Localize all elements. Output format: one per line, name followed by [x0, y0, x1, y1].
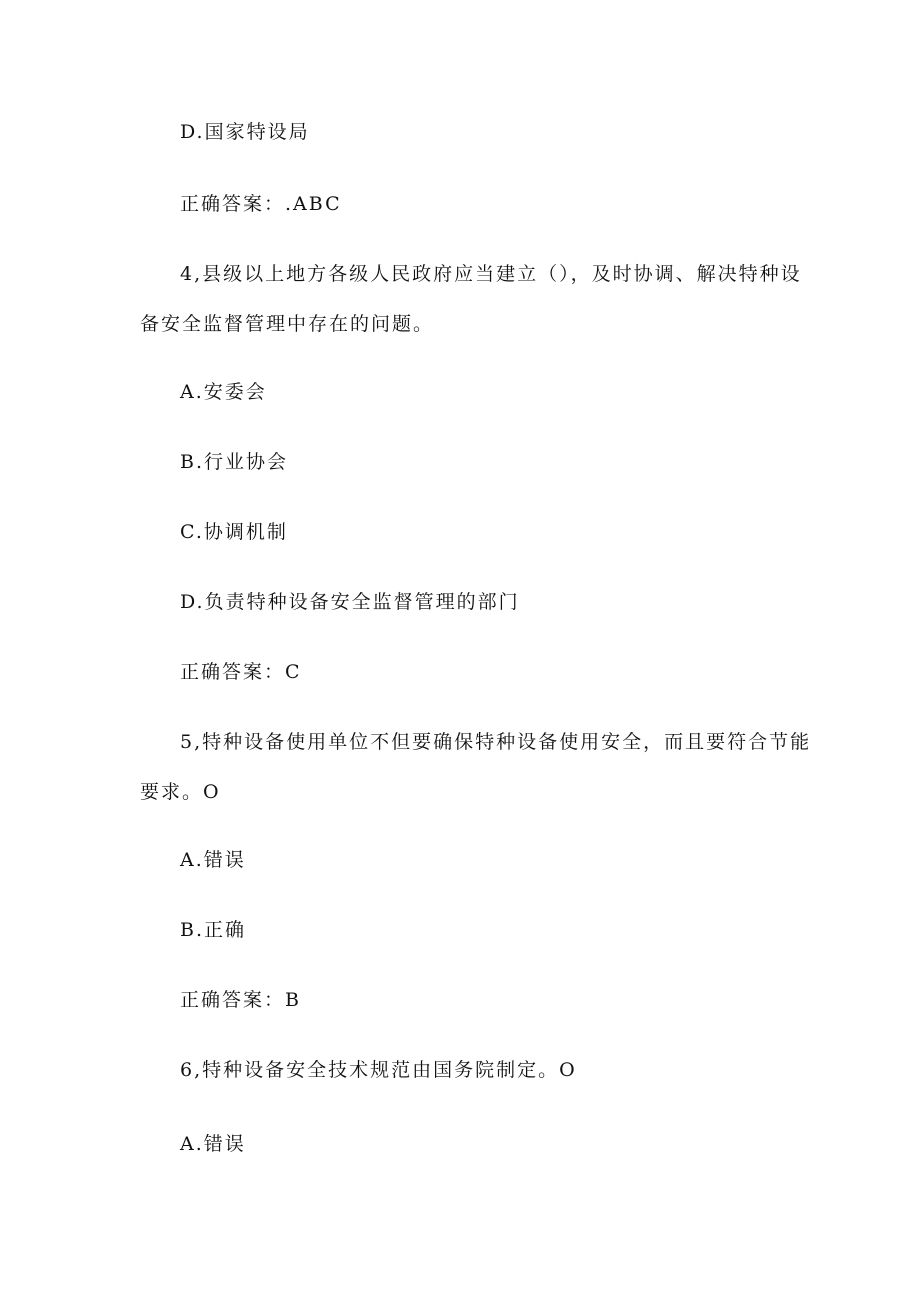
option-b-q4: B.行业协会	[180, 451, 289, 473]
option-c-q4: C.协调机制	[180, 521, 288, 543]
question-6-line-1: 6,特种设备安全技术规范由国务院制定。O	[180, 1059, 577, 1081]
question-4-line-2: 备安全监督管理中存在的问题。	[140, 313, 435, 335]
option-b-q5: B.正确	[180, 919, 247, 941]
question-5-line-1: 5,特种设备使用单位不但要确保特种设备使用安全，而且要符合节能	[180, 731, 812, 753]
answer-q3: 正确答案：.ABC	[180, 193, 342, 215]
option-d-q3: D.国家特设局	[180, 121, 310, 143]
option-a-q5: A.错误	[180, 849, 246, 871]
question-4-line-1: 4,县级以上地方各级人民政府应当建立（），及时协调、解决特种设	[180, 263, 802, 285]
option-a-q6: A.错误	[180, 1133, 246, 1155]
answer-q5: 正确答案：B	[180, 989, 301, 1011]
question-5-line-2: 要求。O	[140, 781, 221, 803]
option-d-q4: D.负责特种设备安全监督管理的部门	[180, 591, 520, 613]
answer-q4: 正确答案：C	[180, 661, 302, 683]
option-a-q4: A.安委会	[180, 381, 267, 403]
